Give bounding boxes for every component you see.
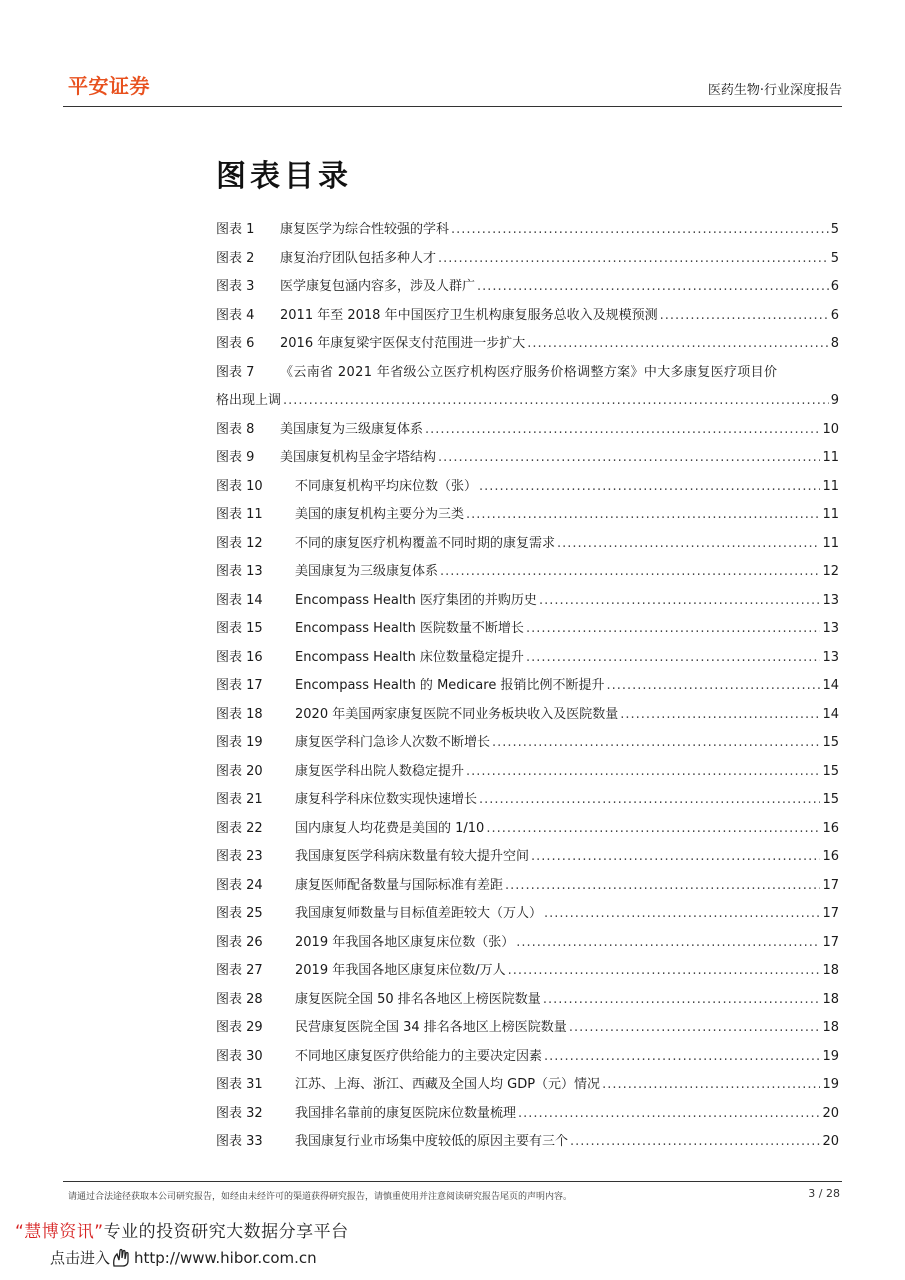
footer-divider — [63, 1181, 842, 1182]
toc-leader-dots — [440, 558, 820, 587]
toc-figure-label: 图表 33 — [216, 1134, 263, 1149]
page-title: 图表目录 — [216, 159, 352, 194]
toc-entry[interactable] — [216, 701, 839, 730]
toc-page-number: 13 — [822, 649, 839, 665]
toc-page-number: 15 — [822, 792, 839, 807]
toc-figure-label: 图表 7 — [216, 364, 255, 380]
toc-leader-dots — [602, 1071, 820, 1100]
toc-leader-dots — [492, 729, 820, 758]
toc-leader-dots — [438, 444, 820, 473]
toc-page-number: 6 — [830, 279, 839, 294]
figure-index — [216, 216, 839, 1157]
toc-figure-title: 康复医师配备数量与国际标准有差距 — [295, 877, 504, 893]
page-number: 3 / 28 — [808, 1187, 840, 1200]
toc-figure-title: 2020 年美国两家康复医院不同业务板块收入及医院数量 — [295, 706, 619, 722]
toc-entry[interactable] — [216, 330, 839, 359]
toc-page-number: 13 — [822, 621, 839, 636]
toc-figure-label: 图表 11 — [216, 507, 263, 522]
toc-figure-label: 图表 10 — [216, 478, 263, 494]
toc-page-number: 14 — [822, 678, 839, 693]
watermark-url[interactable]: http://www.hibor.com.cn — [134, 1248, 317, 1267]
toc-figure-label: 图表 12 — [216, 535, 263, 551]
brand-logo: 平安证券 — [68, 74, 150, 98]
toc-figure-label: 图表 23 — [216, 849, 263, 864]
toc-leader-dots — [479, 786, 820, 815]
toc-figure-title: 美国康复为三级康复体系 — [295, 564, 439, 579]
toc-figure-title: 美国康复机构呈金字塔结构 — [280, 450, 437, 465]
toc-leader-dots — [479, 473, 820, 502]
toc-entry[interactable] — [216, 758, 839, 787]
toc-leader-dots — [539, 587, 821, 616]
toc-page-number: 17 — [822, 877, 839, 893]
toc-figure-title: 不同地区康复医疗供给能力的主要决定因素 — [295, 1048, 543, 1064]
toc-leader-dots — [438, 245, 829, 274]
toc-page-number: 5 — [830, 222, 839, 237]
toc-page-number: 11 — [822, 507, 839, 522]
toc-figure-label: 图表 20 — [216, 763, 263, 779]
toc-page-number: 17 — [822, 934, 839, 950]
toc-entry[interactable] — [216, 444, 839, 473]
toc-figure-label: 图表 31 — [216, 1077, 263, 1092]
toc-figure-title: 康复治疗团队包括多种人才 — [280, 250, 437, 266]
toc-figure-label: 图表 15 — [216, 621, 263, 636]
toc-leader-dots — [466, 501, 820, 530]
toc-figure-label: 图表 25 — [216, 906, 263, 921]
toc-page-number: 13 — [822, 592, 839, 608]
toc-figure-label: 图表 29 — [216, 1020, 263, 1035]
toc-leader-dots — [526, 644, 821, 673]
toc-page-number: 6 — [830, 307, 839, 323]
watermark-link[interactable] — [50, 1247, 317, 1268]
toc-page-number: 19 — [822, 1048, 839, 1064]
toc-entry[interactable] — [216, 900, 839, 929]
toc-figure-label: 图表 8 — [216, 421, 255, 437]
toc-figure-title: 康复医院全国 50 排名各地区上榜医院数量 — [295, 991, 541, 1007]
toc-figure-title: 2019 年我国各地区康复床位数（张） — [295, 934, 515, 950]
toc-leader-dots — [531, 843, 820, 872]
hand-cursor-icon — [111, 1248, 133, 1268]
toc-entry[interactable] — [216, 1071, 839, 1100]
toc-entry[interactable] — [216, 1043, 839, 1072]
toc-figure-title: 医学康复包涵内容多，涉及人群广 — [280, 279, 476, 294]
toc-figure-title: 我国排名靠前的康复医院床位数量梳理 — [295, 1105, 517, 1121]
toc-entry[interactable] — [216, 729, 839, 758]
toc-figure-title: 民营康复医院全国 34 排名各地区上榜医院数量 — [295, 1020, 567, 1035]
toc-leader-dots — [544, 1043, 820, 1072]
toc-leader-dots — [569, 1014, 821, 1043]
toc-figure-label: 图表 6 — [216, 336, 255, 351]
toc-entry[interactable] — [216, 615, 839, 644]
toc-figure-label: 图表 18 — [216, 706, 263, 722]
toc-figure-label: 图表 2 — [216, 250, 255, 266]
toc-figure-title: 江苏、上海、浙江、西藏及全国人均 GDP（元）情况 — [295, 1077, 601, 1092]
toc-page-number: 11 — [822, 450, 839, 465]
toc-figure-label: 图表 14 — [216, 592, 263, 608]
toc-leader-dots — [516, 929, 820, 958]
toc-figure-title: 康复科学科床位数实现快速增长 — [295, 792, 478, 807]
toc-entry[interactable] — [216, 672, 839, 701]
toc-figure-label: 图表 24 — [216, 877, 263, 893]
toc-leader-dots — [557, 530, 820, 559]
toc-page-number: 11 — [822, 535, 839, 551]
toc-figure-label: 图表 9 — [216, 450, 255, 465]
toc-page-number: 17 — [822, 906, 839, 921]
toc-figure-title: 我国康复医学科病床数量有较大提升空间 — [295, 849, 530, 864]
watermark-click-text: 点击进入 — [50, 1249, 111, 1267]
toc-leader-dots — [660, 302, 829, 331]
toc-leader-dots — [543, 986, 821, 1015]
toc-entry[interactable] — [216, 245, 839, 274]
toc-entry[interactable] — [216, 273, 839, 302]
toc-figure-label: 图表 26 — [216, 934, 263, 950]
toc-entry[interactable] — [216, 1128, 839, 1157]
toc-figure-title: 美国的康复机构主要分为三类 — [295, 507, 465, 522]
toc-page-number: 20 — [822, 1105, 839, 1121]
toc-page-number: 15 — [822, 735, 839, 750]
toc-entry[interactable] — [216, 501, 839, 530]
toc-leader-dots — [544, 900, 820, 929]
footer-disclaimer: 请通过合法途径获取本公司研究报告，如经由未经许可的渠道获得研究报告，请慎重使用并注意阅读研究报告尾页的声明内容。 — [68, 1192, 573, 1202]
toc-figure-title: 不同康复机构平均床位数（张） — [295, 478, 478, 494]
toc-figure-title: 2011 年至 2018 年中国医疗卫生机构康复服务总收入及规模预测 — [280, 307, 658, 323]
toc-entry[interactable] — [216, 786, 839, 815]
toc-leader-dots — [508, 957, 821, 986]
toc-figure-label: 图表 30 — [216, 1048, 263, 1064]
toc-leader-dots — [606, 672, 820, 701]
toc-figure-label: 图表 3 — [216, 279, 255, 294]
toc-page-number: 14 — [822, 706, 839, 722]
toc-leader-dots — [526, 615, 821, 644]
toc-figure-title: 《云南省 2021 年省级公立医疗机构医疗服务价格调整方案》中大多康复医疗项目价 — [280, 364, 778, 380]
toc-figure-title: 美国康复为三级康复体系 — [280, 421, 424, 437]
toc-entry[interactable] — [216, 872, 839, 901]
toc-entry[interactable] — [216, 530, 839, 559]
toc-entry[interactable] — [216, 473, 839, 502]
toc-figure-title: Encompass Health 医院数量不断增长 — [295, 621, 524, 636]
toc-entry[interactable] — [216, 1100, 839, 1129]
toc-page-number: 20 — [822, 1134, 839, 1149]
toc-leader-dots — [570, 1128, 820, 1157]
toc-leader-dots — [425, 416, 820, 445]
toc-figure-label: 图表 17 — [216, 678, 263, 693]
watermark-slogan-text: 专业的投资研究大数据分享平台 — [103, 1222, 349, 1242]
toc-entry[interactable] — [216, 416, 839, 445]
toc-entry-continuation[interactable] — [216, 387, 839, 416]
toc-figure-label: 图表 28 — [216, 991, 263, 1007]
toc-page-number: 5 — [830, 250, 839, 266]
toc-figure-title: 我国康复师数量与目标值差距较大（万人） — [295, 906, 543, 921]
toc-entry[interactable] — [216, 558, 839, 587]
toc-entry[interactable] — [216, 216, 839, 245]
toc-figure-label: 图表 22 — [216, 820, 263, 836]
toc-leader-dots — [527, 330, 829, 359]
toc-figure-title: 2016 年康复梁宇医保支付范围进一步扩大 — [280, 336, 526, 351]
toc-page-number: 18 — [822, 1020, 839, 1035]
toc-entry[interactable] — [216, 815, 839, 844]
header-divider — [63, 106, 842, 107]
toc-figure-title: Encompass Health 的 Medicare 报销比例不断提升 — [295, 678, 605, 693]
toc-page-number: 18 — [822, 991, 839, 1007]
watermark-slogan — [15, 1217, 349, 1242]
toc-leader-dots — [477, 273, 829, 302]
toc-leader-dots — [283, 387, 829, 416]
toc-entry[interactable] — [216, 587, 839, 616]
toc-figure-label: 图表 32 — [216, 1105, 263, 1121]
toc-page-number: 19 — [822, 1077, 839, 1092]
toc-figure-title: 康复医学为综合性较强的学科 — [280, 222, 450, 237]
toc-leader-dots — [451, 216, 829, 245]
toc-figure-label: 图表 27 — [216, 963, 263, 978]
toc-page-number: 10 — [822, 421, 839, 437]
toc-page-number: 11 — [822, 478, 839, 494]
toc-figure-title: 康复医学科出院人数稳定提升 — [295, 763, 465, 779]
toc-figure-title: 不同的康复医疗机构覆盖不同时期的康复需求 — [295, 535, 556, 551]
toc-figure-label: 图表 4 — [216, 307, 255, 323]
toc-entry[interactable] — [216, 359, 839, 388]
toc-figure-label: 图表 19 — [216, 735, 263, 750]
toc-page-number: 16 — [822, 849, 839, 864]
toc-figure-title: 康复医学科门急诊人次数不断增长 — [295, 735, 491, 750]
toc-leader-dots — [518, 1100, 820, 1129]
toc-figure-title: 2019 年我国各地区康复床位数/万人 — [295, 963, 506, 978]
toc-page-number: 16 — [822, 820, 839, 836]
toc-figure-label: 图表 13 — [216, 564, 263, 579]
toc-page-number: 15 — [822, 763, 839, 779]
toc-page-number: 9 — [830, 393, 839, 408]
toc-page-number: 8 — [830, 336, 839, 351]
toc-leader-dots — [486, 815, 820, 844]
toc-leader-dots — [505, 872, 820, 901]
toc-leader-dots — [620, 701, 820, 730]
toc-figure-title-cont: 格出现上调 — [216, 393, 282, 408]
toc-figure-title: Encompass Health 医疗集团的并购历史 — [295, 592, 537, 608]
toc-figure-title: Encompass Health 床位数量稳定提升 — [295, 649, 524, 665]
toc-page-number: 18 — [822, 963, 839, 978]
report-category: 医药生物·行业深度报告 — [707, 83, 842, 98]
toc-leader-dots — [466, 758, 820, 787]
toc-entry[interactable] — [216, 986, 839, 1015]
toc-figure-label: 图表 16 — [216, 649, 263, 665]
toc-figure-title: 国内康复人均花费是美国的 1/10 — [295, 820, 485, 836]
watermark-brand: “慧博资讯” — [15, 1222, 104, 1242]
toc-figure-label: 图表 21 — [216, 792, 263, 807]
toc-entry[interactable] — [216, 957, 839, 986]
toc-figure-label: 图表 1 — [216, 222, 255, 237]
toc-entry[interactable] — [216, 302, 839, 331]
toc-entry[interactable] — [216, 843, 839, 872]
toc-entry[interactable] — [216, 1014, 839, 1043]
toc-figure-title: 我国康复行业市场集中度较低的原因主要有三个 — [295, 1134, 569, 1149]
toc-entry[interactable] — [216, 929, 839, 958]
toc-entry[interactable] — [216, 644, 839, 673]
toc-page-number: 12 — [822, 564, 839, 579]
